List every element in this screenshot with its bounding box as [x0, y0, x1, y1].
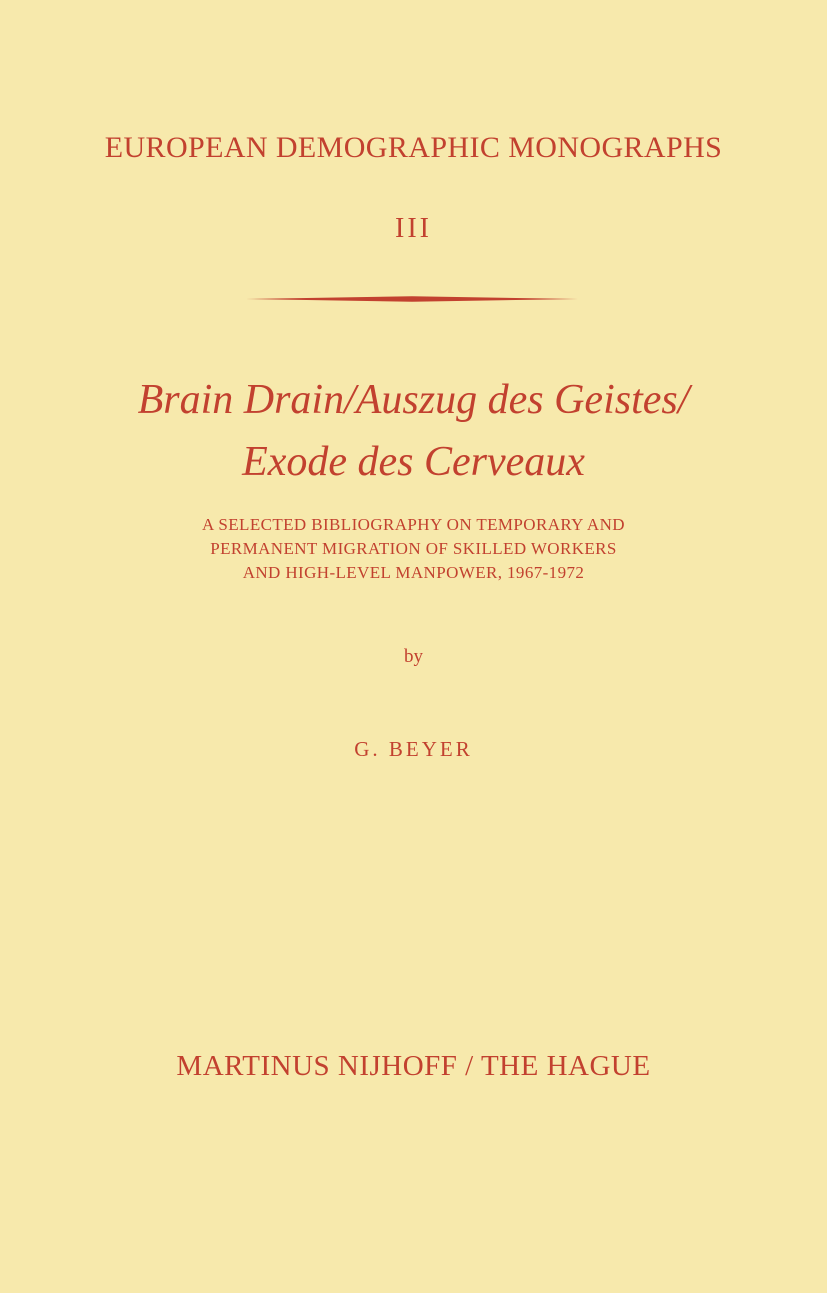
- publisher-imprint: MARTINUS NIJHOFF / THE HAGUE: [176, 1050, 651, 1082]
- decorative-rule-shape: [246, 294, 578, 304]
- volume-number: III: [395, 213, 432, 244]
- decorative-rule: [246, 294, 578, 304]
- author-name: G. BEYER: [354, 737, 473, 761]
- book-title-line-1: Brain Drain/Auszug des Geistes/: [137, 377, 690, 423]
- subtitle-line-3: AND HIGH-LEVEL MANPOWER, 1967-1972: [242, 563, 585, 582]
- by-label: by: [404, 646, 423, 667]
- subtitle-line-1: A SELECTED BIBLIOGRAPHY ON TEMPORARY AND: [202, 515, 625, 534]
- subtitle-line-2: PERMANENT MIGRATION OF SKILLED WORKERS: [210, 539, 617, 558]
- series-title: EUROPEAN DEMOGRAPHIC MONOGRAPHS: [104, 131, 723, 164]
- book-title-line-2: Exode des Cerveaux: [242, 439, 585, 485]
